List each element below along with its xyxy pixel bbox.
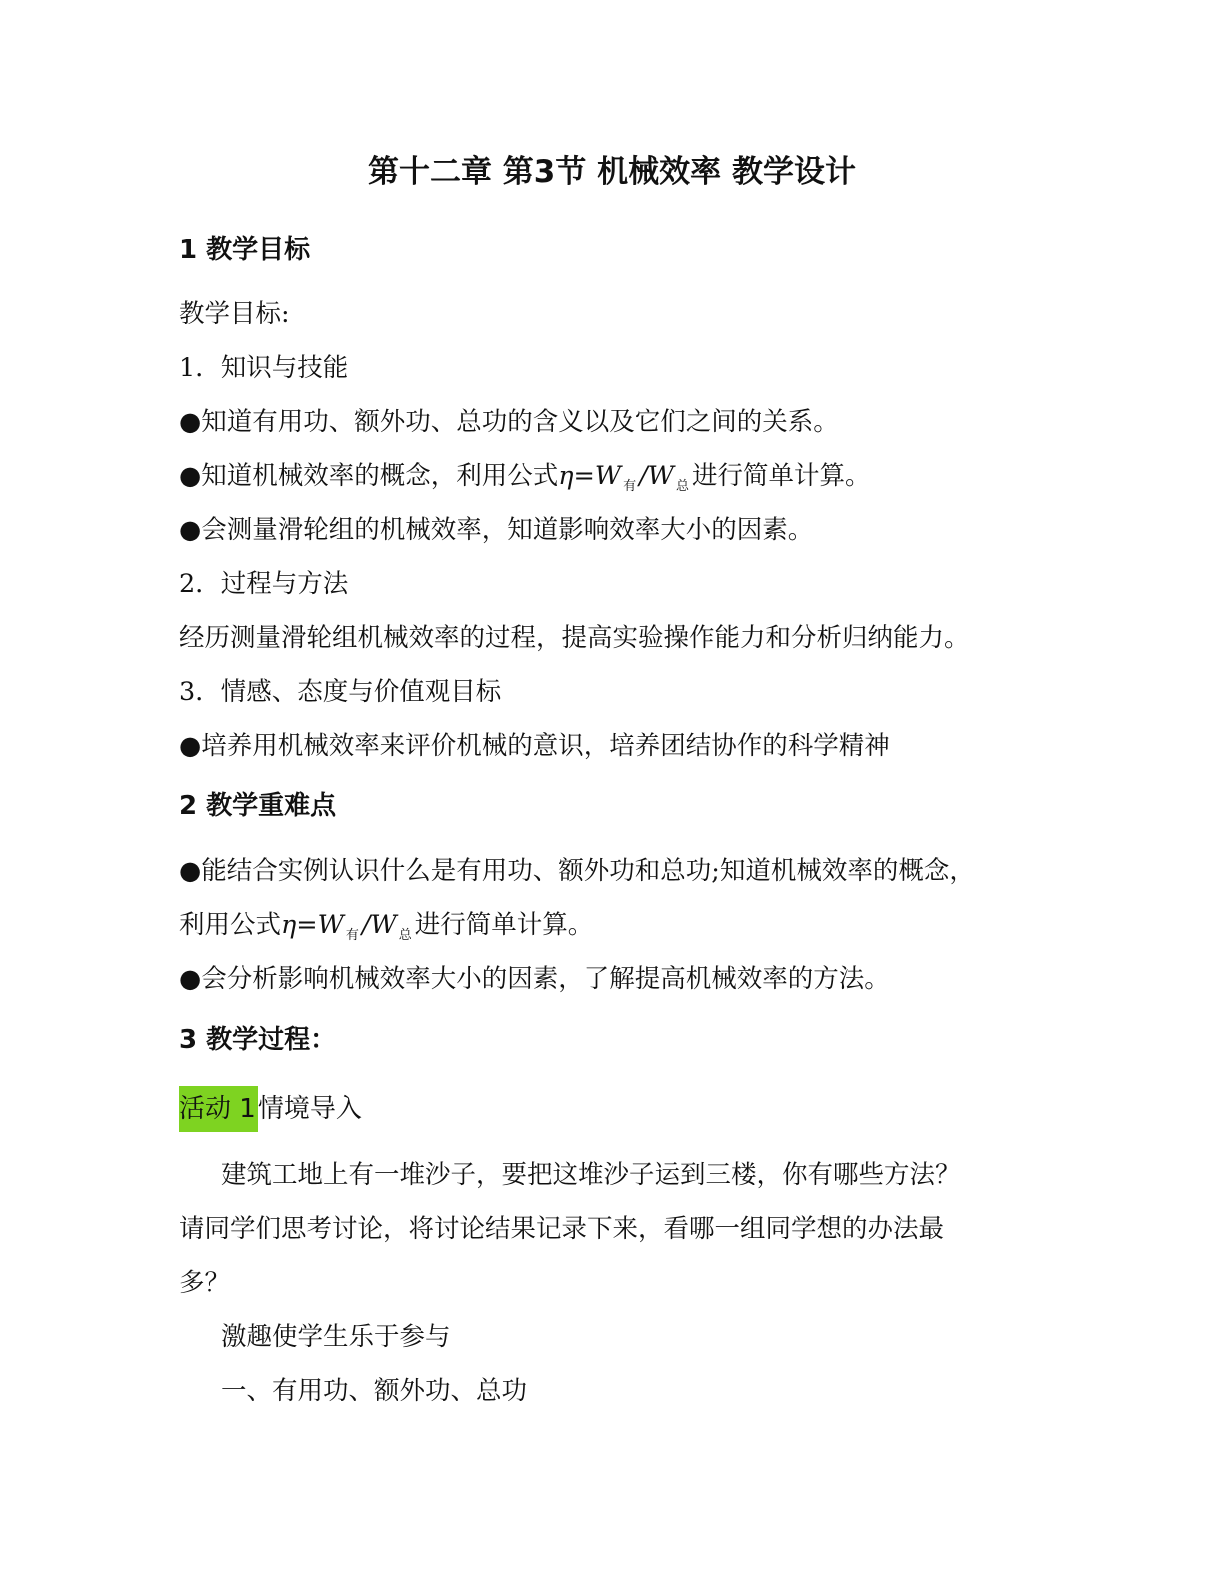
section-heading-process: 3 教学过程： bbox=[179, 1025, 337, 1055]
formula-w: W bbox=[317, 910, 344, 940]
knowledge-skills-heading: 1．知识与技能 bbox=[179, 353, 349, 383]
formula-sub-total: 总 bbox=[398, 928, 412, 943]
formula-slash: / bbox=[639, 461, 648, 491]
bullet2-suffix: 进行简单计算。 bbox=[691, 461, 871, 491]
key-point-bullet-1-line-2 bbox=[179, 905, 593, 956]
formula-eta: η bbox=[281, 910, 297, 940]
engagement-note: 激趣使学生乐于参与 bbox=[221, 1322, 451, 1352]
key-point-formula-suffix: 进行简单计算。 bbox=[414, 910, 594, 940]
section-heading-key-points: 2 教学重难点 bbox=[179, 791, 337, 821]
formula-sub-useful: 有 bbox=[623, 479, 637, 494]
subsection-work-types: 一、有用功、额外功、总功 bbox=[221, 1376, 528, 1406]
process-method-heading: 2．过程与方法 bbox=[179, 569, 349, 599]
objectives-intro: 教学目标: bbox=[179, 299, 290, 329]
formula-sub-total: 总 bbox=[675, 479, 689, 494]
objective-bullet-3: ●会测量滑轮组的机械效率，知道影响效率大小的因素。 bbox=[179, 515, 814, 545]
objective-bullet-1: ●知道有用功、额外功、总功的含义以及它们之间的关系。 bbox=[179, 407, 839, 437]
scenario-paragraph-line-3: 多？ bbox=[179, 1268, 231, 1298]
attitude-values-heading: 3．情感、态度与价值观目标 bbox=[179, 677, 502, 707]
key-point-formula-prefix: 利用公式 bbox=[179, 910, 282, 940]
formula-equals: = bbox=[573, 461, 595, 491]
formula-w: W bbox=[370, 910, 397, 940]
section-heading-objectives: 1 教学目标 bbox=[179, 235, 311, 265]
scenario-paragraph-line-1: 建筑工地上有一堆沙子，要把这堆沙子运到三楼，你有哪些方法？ bbox=[221, 1160, 961, 1190]
activity-1-title: 情境导入 bbox=[257, 1094, 362, 1124]
formula-eta: η bbox=[558, 461, 574, 491]
attitude-values-bullet: ●培养用机械效率来评价机械的意识，培养团结协作的科学精神 bbox=[179, 731, 890, 761]
formula-equals: = bbox=[296, 910, 318, 940]
formula-w: W bbox=[647, 461, 674, 491]
formula-w: W bbox=[594, 461, 622, 491]
activity-1-heading bbox=[179, 1086, 362, 1132]
key-point-bullet-2: ●会分析影响机械效率大小的因素，了解提高机械效率的方法。 bbox=[179, 964, 890, 994]
bullet2-prefix: ●知道机械效率的概念，利用公式 bbox=[179, 461, 559, 491]
formula-slash: / bbox=[361, 910, 371, 940]
objective-bullet-2 bbox=[179, 456, 871, 507]
scenario-paragraph-line-2: 请同学们思考讨论，将讨论结果记录下来，看哪一组同学想的办法最 bbox=[179, 1214, 945, 1244]
efficiency-formula bbox=[558, 461, 692, 494]
process-method-text: 经历测量滑轮组机械效率的过程，提高实验操作能力和分析归纳能力。 bbox=[179, 623, 970, 653]
activity-1-highlight: 活动 1 bbox=[179, 1086, 258, 1132]
formula-sub-useful: 有 bbox=[345, 928, 359, 943]
key-point-bullet-1-line-1: ●能结合实例认识什么是有用功、额外功和总功;知道机械效率的概念， bbox=[179, 856, 975, 886]
efficiency-formula bbox=[281, 910, 415, 943]
page-title: 第十二章 第3节 机械效率 教学设计 bbox=[368, 154, 856, 190]
